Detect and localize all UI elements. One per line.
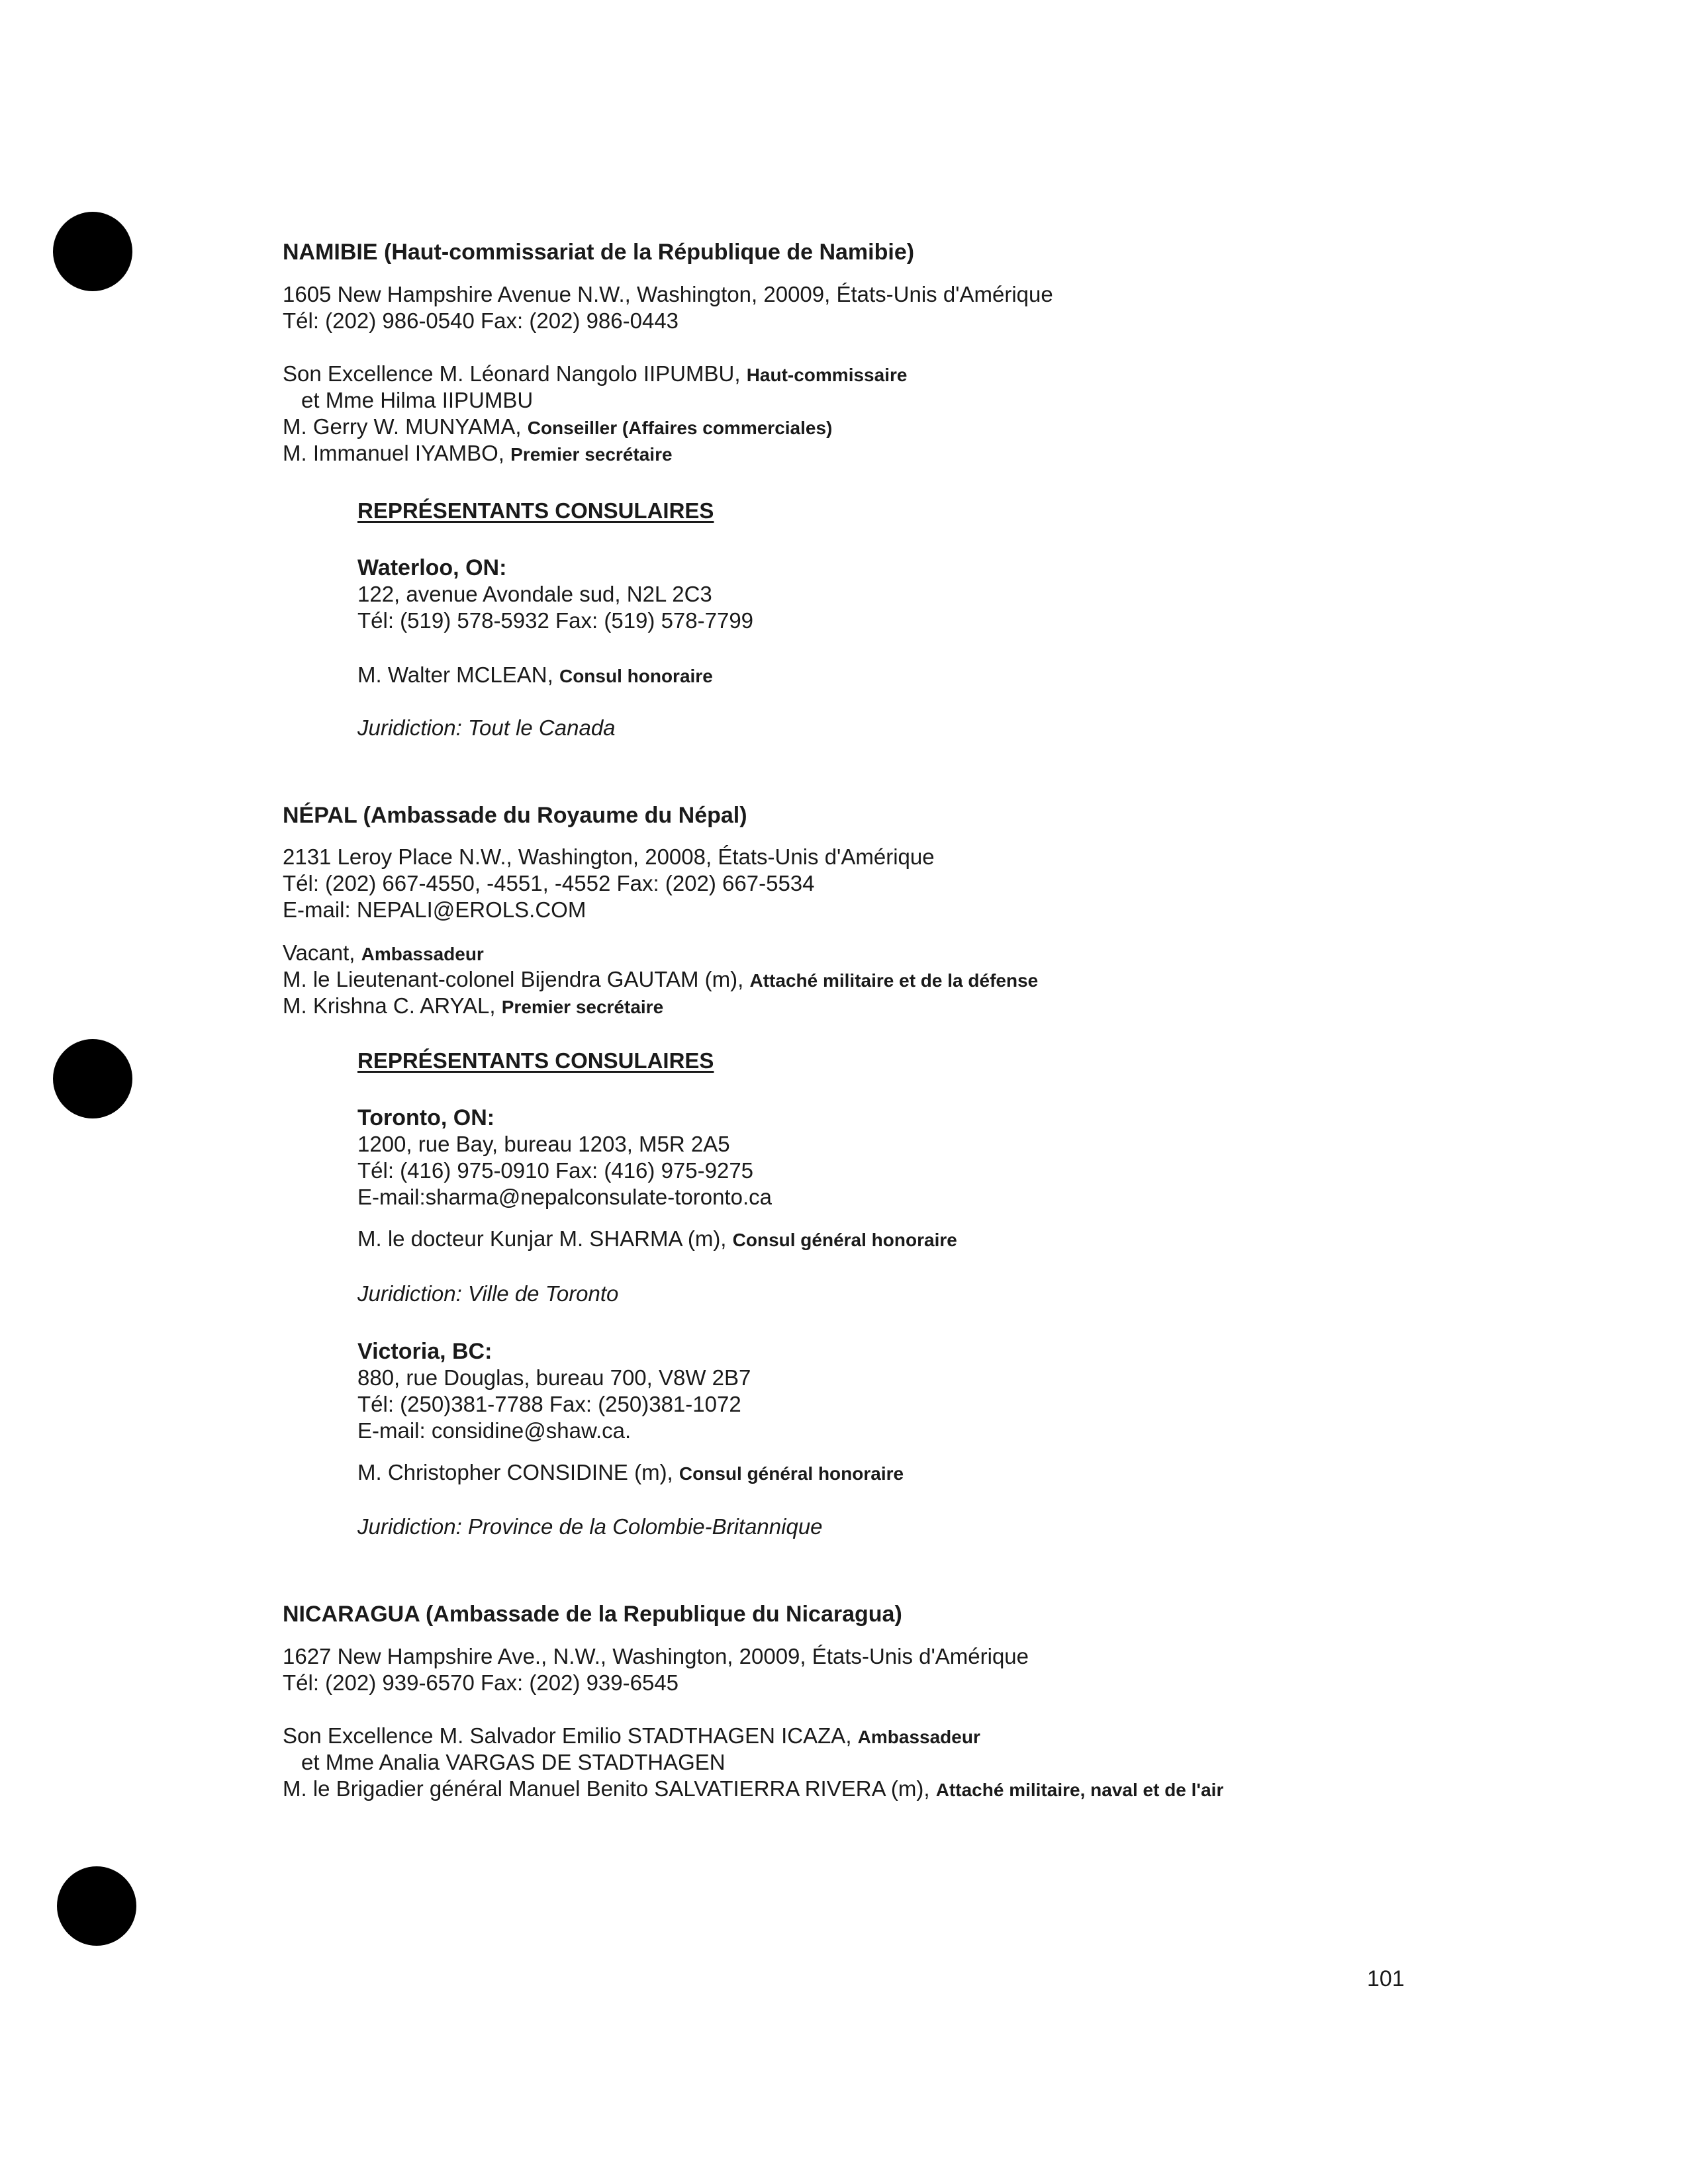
consular-heading: REPRÉSENTANTS CONSULAIRES — [357, 1048, 714, 1073]
staff-name: M. Gerry W. MUNYAMA, — [283, 414, 528, 439]
staff-name: Son Excellence M. Léonard Nangolo IIPUMBU, — [283, 361, 747, 386]
staff-name: M. Immanuel IYAMBO, — [283, 441, 511, 465]
jurisdiction: Juridiction: Province de la Colombie-Britannique — [357, 1514, 823, 1539]
country-heading: NAMIBIE (Haut-commissariat de la République de Namibie) — [283, 240, 915, 265]
staff-role: Attaché militaire et de la défense — [749, 970, 1039, 991]
staff-name: M. le Lieutenant-colonel Bijendra GAUTAM (m), — [283, 967, 750, 991]
staff-line — [283, 993, 663, 1021]
consulate-address: 122, avenue Avondale sud, N2L 2C3 — [357, 582, 712, 606]
embassy-address: 1627 New Hampshire Ave., N.W., Washington, 20009, États-Unis d'Amérique — [283, 1644, 1029, 1668]
jurisdiction: Juridiction: Tout le Canada — [357, 715, 616, 740]
consul-line — [357, 1226, 957, 1253]
page-number: 101 — [1367, 1966, 1405, 1991]
binder-hole-middle — [53, 1039, 132, 1118]
staff-line — [301, 1749, 726, 1776]
embassy-phone: Tél: (202) 667-4550, -4551, -4552 Fax: (202) 667-5534 — [283, 871, 815, 895]
consul-name: M. Christopher CONSIDINE (m), — [357, 1460, 679, 1484]
consul-role: Consul honoraire — [559, 666, 713, 686]
staff-role: Premier secrétaire — [501, 997, 664, 1017]
jurisdiction: Juridiction: Ville de Toronto — [357, 1281, 619, 1306]
consulate-email: E-mail: considine@shaw.ca. — [357, 1418, 632, 1443]
consul-line — [357, 662, 713, 690]
staff-role: Attaché militaire, naval et de l'air — [935, 1780, 1224, 1800]
consulate-city: Toronto, ON: — [357, 1105, 495, 1130]
staff-name: Vacant, — [283, 940, 361, 965]
staff-line — [283, 414, 832, 441]
consulate-phone: Tél: (416) 975-0910 Fax: (416) 975-9275 — [357, 1158, 754, 1183]
consulate-city: Victoria, BC: — [357, 1339, 492, 1364]
country-heading: NÉPAL (Ambassade du Royaume du Népal) — [283, 803, 747, 828]
staff-role: Haut-commissaire — [746, 365, 908, 385]
staff-line — [301, 387, 533, 414]
staff-role: Ambassadeur — [361, 944, 484, 964]
staff-name: et Mme Hilma IIPUMBU — [301, 388, 534, 412]
staff-line — [283, 966, 1038, 994]
consul-line — [357, 1459, 904, 1487]
consul-role: Consul général honoraire — [679, 1463, 904, 1484]
binder-hole-bottom — [57, 1866, 136, 1946]
consulate-phone: Tél: (250)381-7788 Fax: (250)381-1072 — [357, 1392, 741, 1416]
consul-role: Consul général honoraire — [732, 1230, 957, 1250]
embassy-email: E-mail: NEPALI@EROLS.COM — [283, 897, 586, 922]
consulate-city: Waterloo, ON: — [357, 555, 507, 580]
staff-role: Ambassadeur — [857, 1727, 980, 1747]
staff-name: M. le Brigadier général Manuel Benito SALVATIERRA RIVERA (m), — [283, 1776, 936, 1801]
embassy-phone: Tél: (202) 939-6570 Fax: (202) 939-6545 — [283, 1670, 679, 1695]
consulate-phone: Tél: (519) 578-5932 Fax: (519) 578-7799 — [357, 608, 754, 633]
consulate-email: E-mail:sharma@nepalconsulate-toronto.ca — [357, 1185, 772, 1209]
staff-line — [283, 940, 484, 968]
binder-hole-top — [53, 212, 132, 291]
country-heading: NICARAGUA (Ambassade de la Republique du Nicaragua) — [283, 1602, 902, 1627]
staff-role: Conseiller (Affaires commerciales) — [527, 418, 833, 438]
consulate-address: 1200, rue Bay, bureau 1203, M5R 2A5 — [357, 1132, 730, 1156]
staff-name: Son Excellence M. Salvador Emilio STADTHAGEN ICAZA, — [283, 1723, 858, 1748]
consul-name: M. le docteur Kunjar M. SHARMA (m), — [357, 1226, 733, 1251]
embassy-phone: Tél: (202) 986-0540 Fax: (202) 986-0443 — [283, 308, 679, 333]
staff-role: Premier secrétaire — [510, 444, 673, 465]
staff-line — [283, 361, 907, 388]
staff-line — [283, 1723, 980, 1751]
consulate-address: 880, rue Douglas, bureau 700, V8W 2B7 — [357, 1365, 751, 1390]
consular-heading: REPRÉSENTANTS CONSULAIRES — [357, 498, 714, 523]
staff-name: et Mme Analia VARGAS DE STADTHAGEN — [301, 1750, 726, 1774]
staff-line — [283, 440, 673, 468]
embassy-address: 1605 New Hampshire Avenue N.W., Washington, 20009, États-Unis d'Amérique — [283, 282, 1053, 306]
embassy-address: 2131 Leroy Place N.W., Washington, 20008, États-Unis d'Amérique — [283, 844, 935, 869]
staff-name: M. Krishna C. ARYAL, — [283, 993, 502, 1018]
staff-line — [283, 1776, 1223, 1803]
consul-name: M. Walter MCLEAN, — [357, 662, 559, 687]
